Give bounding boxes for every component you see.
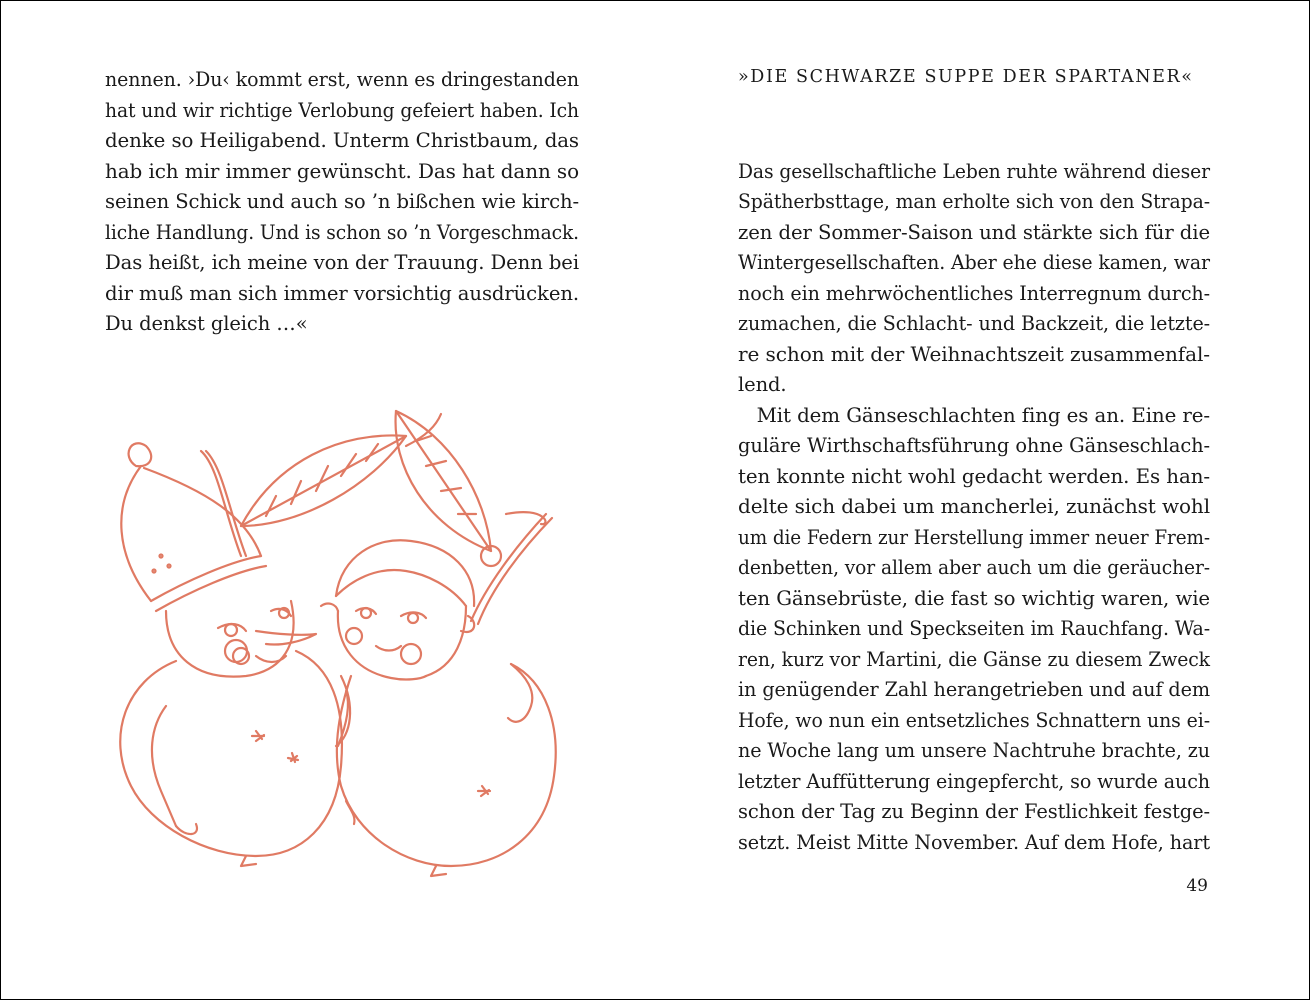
left-page <box>1 1 656 999</box>
right-text-line: delte sich dabei um mancherlei, zunächst wohl <box>738 495 1211 518</box>
right-text-line: ne Woche lang um unsere Nachtruhe brachte, zu <box>738 739 1211 762</box>
left-text-line: hat und wir richtige Verlobung gefeiert haben. Ich <box>105 99 580 122</box>
right-text-line: ten Gänsebrüste, die fast so wichtig waren, wie <box>738 587 1211 610</box>
right-text-line: um die Federn zur Herstellung immer neuer Frem- <box>738 526 1210 549</box>
left-text-line: nennen. ›Du‹ kommt erst, wenn es dringestanden <box>105 68 580 91</box>
right-page <box>656 1 1309 999</box>
left-text-line: liche Handlung. Und is schon so ’n Vorgeschmack. <box>105 221 580 244</box>
page-number: 49 <box>1186 876 1208 896</box>
left-text-line: denke so Heiligabend. Unterm Christbaum, das <box>105 129 579 152</box>
right-text-line: in genügender Zahl herangetrieben und auf dem <box>738 678 1210 701</box>
right-text-line: re schon mit der Weihnachtszeit zusammenfal- <box>738 343 1210 366</box>
right-text-line: denbetten, vor allem aber auch um die geräucher- <box>738 556 1211 579</box>
right-text-line: noch ein mehrwöchentliches Interregnum durch- <box>738 282 1210 305</box>
left-text-line: hab ich mir immer gewünscht. Das hat dann so <box>105 160 579 183</box>
left-text-line: Du denkst gleich …« <box>105 312 308 335</box>
left-text-line: seinen Schick und auch so ’n bißchen wie kirch- <box>105 190 579 213</box>
chapter-header: »DIE SCHWARZE SUPPE DER SPARTANER« <box>738 67 1194 87</box>
left-text-line: Das heißt, ich meine von der Trauung. Denn bei <box>105 251 579 274</box>
right-text-line: letzter Auffütterung eingepfercht, so wurde auch <box>738 770 1210 793</box>
right-text-line: die Schinken und Speckseiten im Rauchfang. Wa- <box>738 617 1211 640</box>
right-text-line: Wintergesellschaften. Aber ehe diese kamen, war <box>738 251 1210 274</box>
right-text-line: ten konnte nicht wohl gedacht werden. Es han- <box>738 465 1211 488</box>
right-text-line: zen der Sommer-Saison und stärkte sich für die <box>738 221 1210 244</box>
right-text-line: Spätherbsttage, man erholte sich von den Strapa- <box>738 190 1210 213</box>
right-text-line: guläre Wirthschaftsführung ohne Gänseschlach- <box>738 434 1210 457</box>
right-text-line: ren, kurz vor Martini, die Gänse zu diesem Zweck <box>738 648 1210 671</box>
right-text-line: Hofe, wo nun ein entsetzliches Schnattern uns ei- <box>738 709 1210 732</box>
right-text-line: Mit dem Gänseschlachten fing es an. Eine re- <box>738 404 1211 427</box>
right-text-line: Das gesellschaftliche Leben ruhte während dieser <box>738 160 1210 183</box>
right-text-line: lend. <box>738 373 787 396</box>
two-apple-children-drawing-icon <box>106 406 586 881</box>
right-text-line: zumachen, die Schlacht- und Backzeit, die letzte- <box>738 312 1211 335</box>
right-text-line: schon der Tag zu Beginn der Festlichkeit festge- <box>738 800 1210 823</box>
left-text-line: dir muß man sich immer vorsichtig ausdrücken. <box>105 282 580 305</box>
right-text-line: setzt. Meist Mitte November. Auf dem Hofe, hart <box>738 831 1210 854</box>
